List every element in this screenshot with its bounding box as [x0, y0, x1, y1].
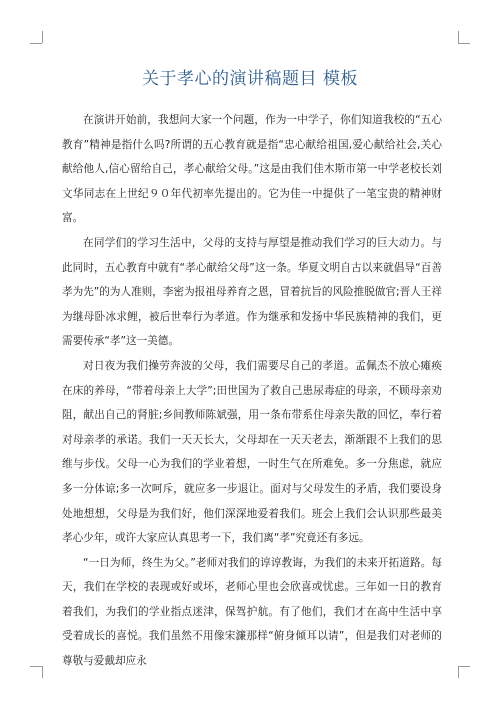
crop-mark-top-left [30, 43, 42, 44]
document-title: 关于孝心的演讲稿题目 模板 [142, 69, 358, 89]
paragraph: 对日夜为我们操劳奔波的父母，我们需要尽自己的孝道。孟佩杰不放心瘫痪在床的养母，“带着母亲上大学”;田世国为了救自己患尿毒症的母亲，不顾母亲劝阻，献出自己的肾脏;乡间教师陈斌强，用一条布带系住母亲失散的回忆，奉行着对母亲孝的承诺。我们一天天长大，父母却在一天天老去，渐渐跟不上我们的思维与步伐。父母一心为我们的学业着想，一时生气在所难免。多一分焦虑，就应多一分体谅;多一次呵斥，就应多一步退让。面对与父母发生的矛盾，我们要设身处地想想，父母是为我们好，他们深深地爱着我们。班会上我们会认识那些最美孝心少年，或许大家应认真思考一下，我们离“孝”究竟还有多远。 [62, 359, 442, 545]
crop-mark-top-right [458, 43, 470, 44]
paragraph: 在演讲开始前，我想问大家一个问题，作为一中学子，你们知道我校的“五心教育”精神是指什么吗?所谓的五心教育就是指“忠心献给祖国,爱心献给社会,关心献给他人,信心留给自己，孝心献给父母。”这是由我们佳木斯市第一中学老校长刘文华同志在上世纪９０年代初率先提出的。它为佳一中提供了一笔宝贵的精神财富。 [62, 114, 442, 225]
crop-mark-bottom-right [458, 666, 459, 678]
document-body [62, 108, 442, 674]
paragraph: “一日为师，终生为父。”老师对我们的谆谆教诲，为我们的未来开拓道路。每天，我们在学校的表现或好或坏，老师心里也会欣喜或忧虑。三年如一日的教育着我们，为我们的学业指点迷津，保驾护航。有了他们，我们才在高中生活中享受着成长的喜悦。我们虽然不用像宋濂那样“俯身倾耳以请”，但是我们对老师的尊敬与爱戴却应永 [62, 556, 442, 668]
crop-mark-top-right [458, 31, 459, 43]
paragraph: 在同学们的学习生活中，父母的支持与厚望是推动我们学习的巨大动力。与此同时，五心教育中就有“孝心献给父母”这一条。华夏文明自古以来就倡导“百善孝为先”的为人准则，李密为报祖母养育之恩，冒着抗旨的风险推脱做官;晋人王祥为继母卧冰求鲤，被后世奉行为孝道。作为继承和发扬中华民族精神的我们，更需要传承“孝”这一美德。 [62, 236, 442, 348]
crop-mark-bottom-left [42, 666, 43, 678]
crop-mark-top-left [42, 31, 43, 43]
crop-mark-bottom-right [458, 666, 470, 667]
crop-mark-bottom-left [30, 666, 42, 667]
